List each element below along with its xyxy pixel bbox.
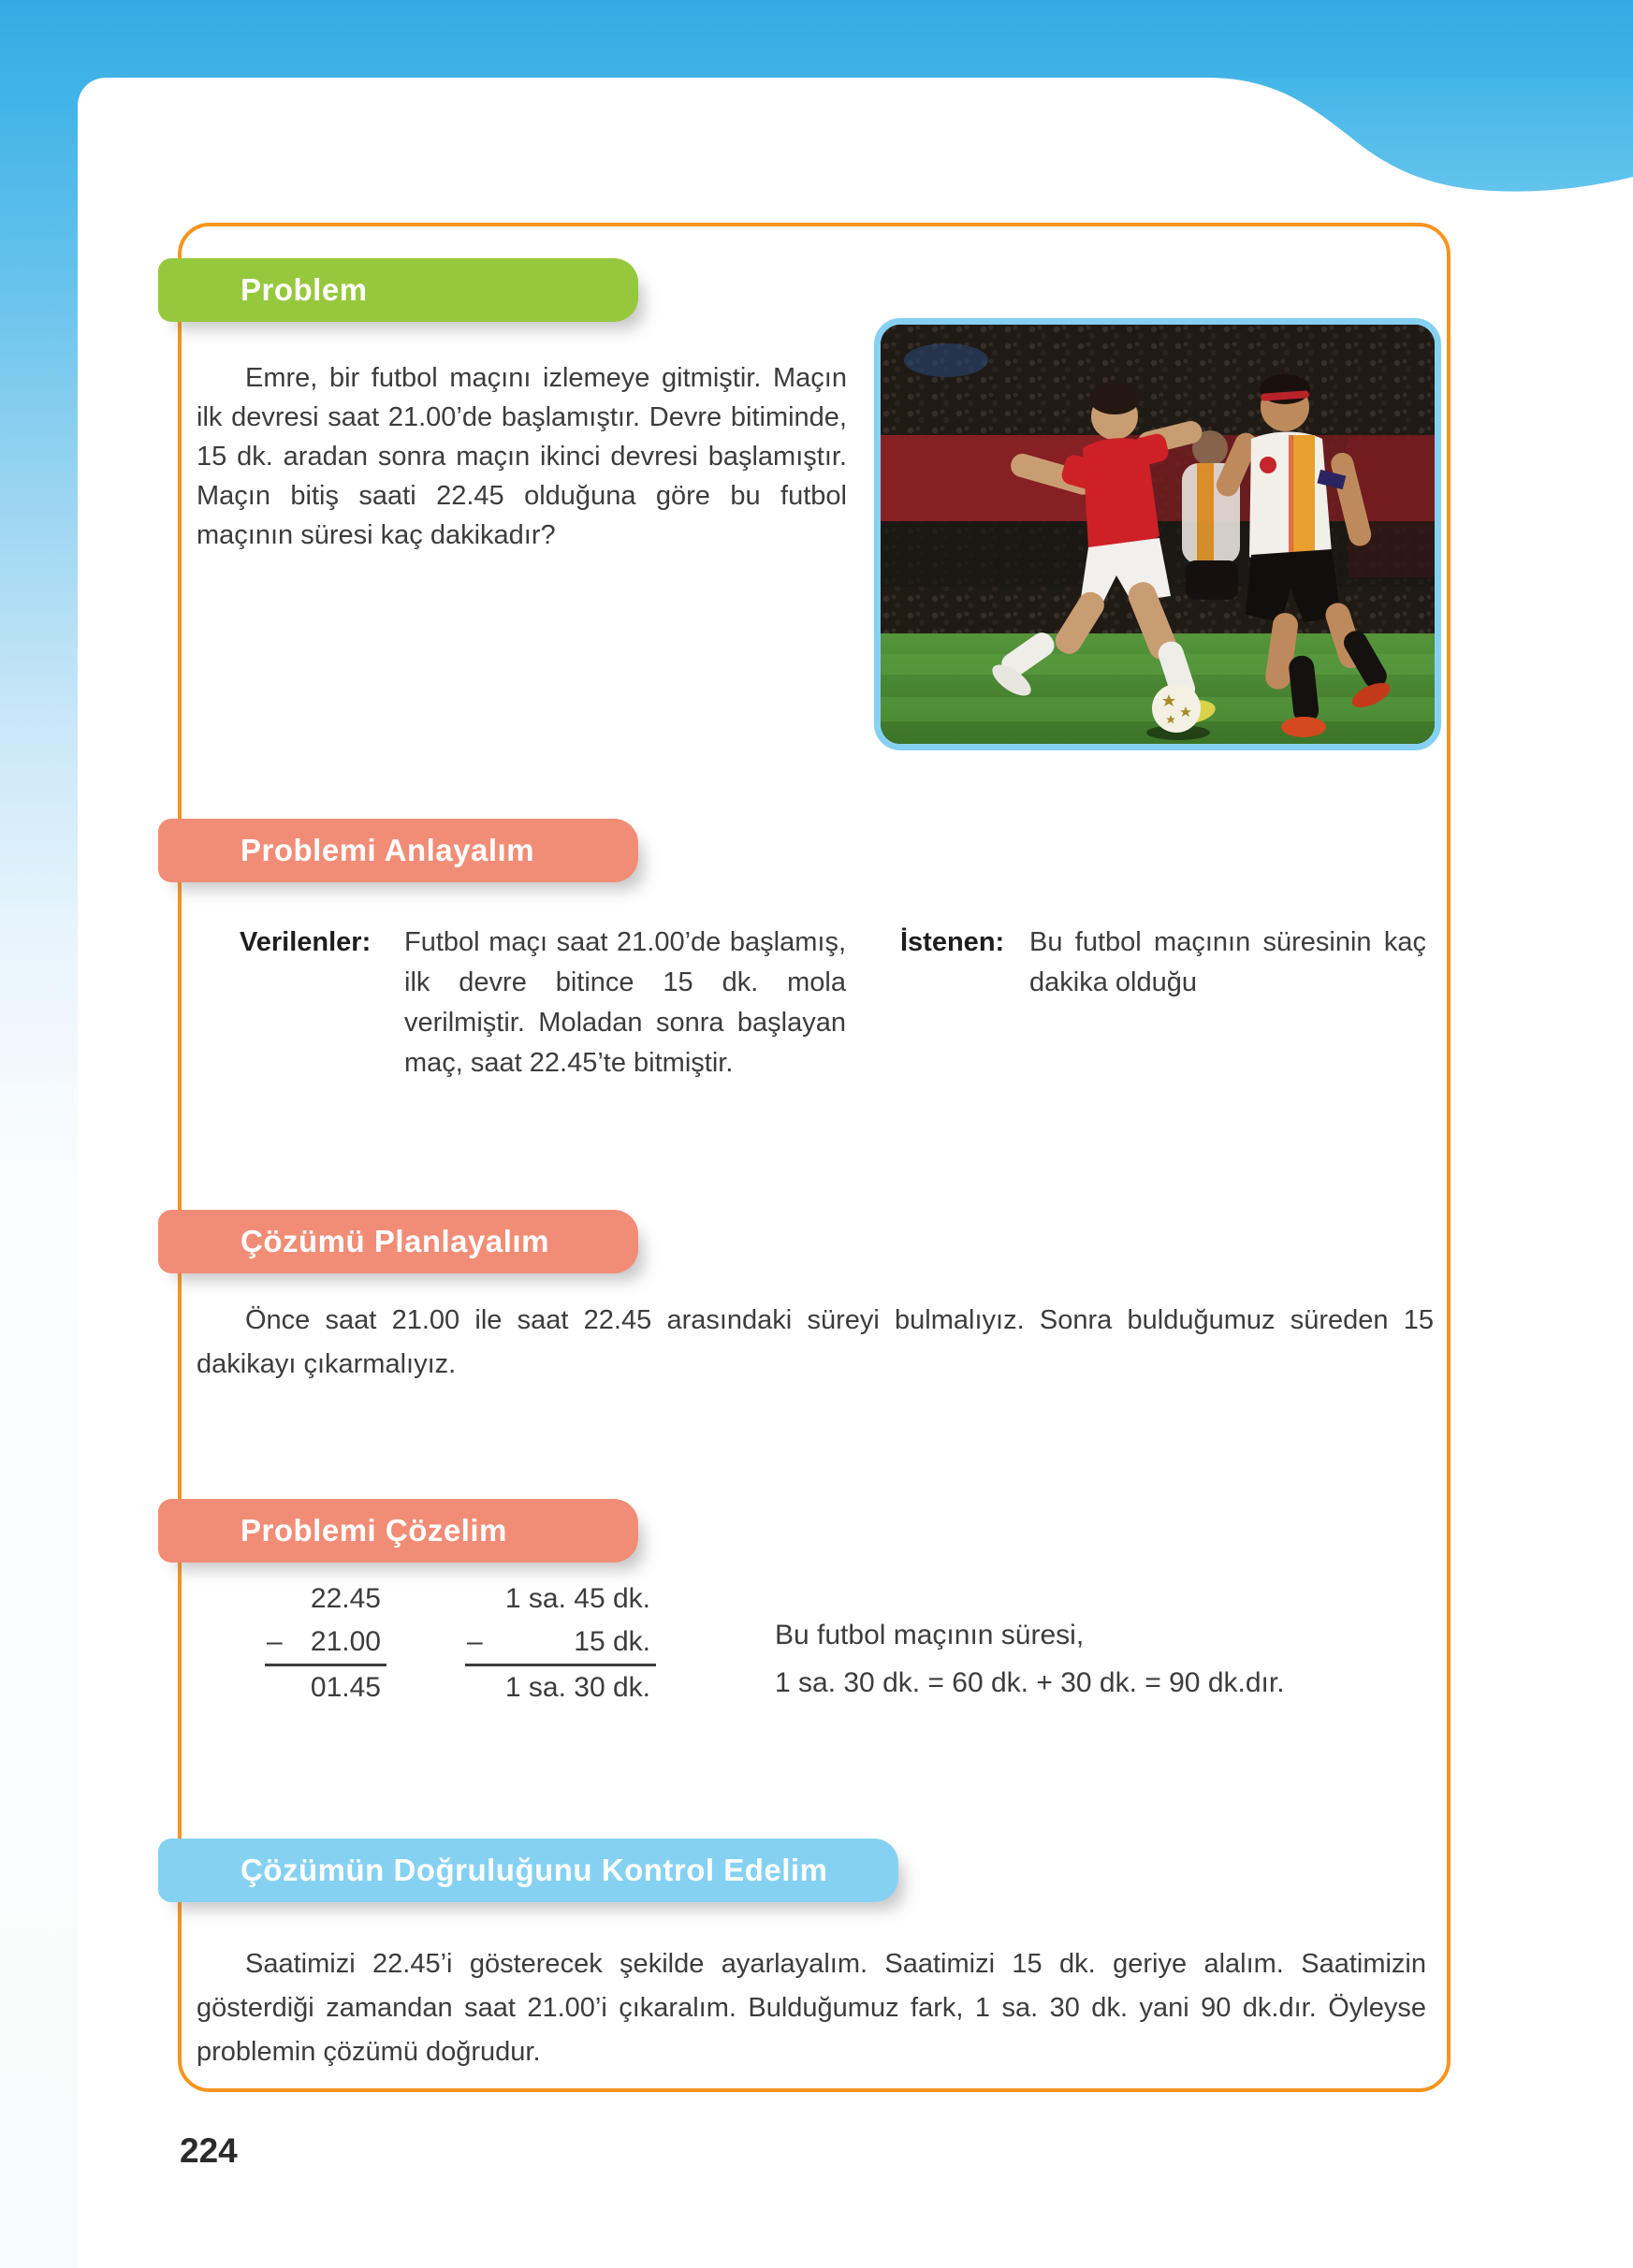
- badge-kontrol-edelim: Çözümün Doğruluğunu Kontrol Edelim: [158, 1839, 898, 1902]
- subtraction-time: [265, 1577, 386, 1709]
- plan-text: Önce saat 21.00 ile saat 22.45 arasındaki süreyi bulmalıyız. Sonra bulduğumuz süreden 15 dakikayı çıkarmalıyız.: [197, 1305, 1434, 1379]
- badge-problemi-cozelim: Problemi Çözelim: [158, 1499, 638, 1563]
- minus-sign: –: [267, 1626, 283, 1657]
- minus-sign: –: [467, 1626, 483, 1657]
- result-time: 01.45: [265, 1664, 386, 1709]
- minuend-time: 22.45: [310, 1583, 381, 1614]
- subtraction-duration: [465, 1577, 656, 1709]
- conclusion-line-2: 1 sa. 30 dk. = 60 dk. + 30 dk. = 90 dk.dır.: [775, 1667, 1285, 1698]
- badge-cozumu-planlayalim: Çözümü Planlayalım: [158, 1210, 638, 1273]
- given-label: Verilenler:: [240, 927, 372, 957]
- subtrahend-time-row: [265, 1621, 386, 1664]
- check-text: Saatimizi 22.45’i gösterecek şekilde ayarlayalım. Saatimizi 15 dk. geriye alalım. Saatimizin gösterdiği zamandan saat 21.00’i çıkaralım. Bulduğumuz fark, 1 sa. 30 dk. yani 90 dk.dır. Öyleyse problemin çözümü doğrudur.: [197, 1949, 1426, 2067]
- solution-conclusion: [775, 1611, 1430, 1707]
- football-photo: [874, 318, 1441, 750]
- page-number: 224: [180, 2131, 238, 2170]
- subtrahend-duration-row: [465, 1621, 656, 1664]
- given-text: Futbol maçı saat 21.00’de başlamış, ilk devre bitince 15 dk. mola verilmiştir. Moladan sonra başlayan maç, saat 22.45’te bitmiştir.: [404, 927, 846, 1078]
- badge-problemi-anlayalim: Problemi Anlayalım: [158, 819, 638, 882]
- badge-problem: Problem: [158, 258, 638, 322]
- result-duration: 1 sa. 30 dk.: [465, 1664, 656, 1709]
- conclusion-line-1: Bu futbol maçının süresi,: [775, 1620, 1085, 1650]
- header-swoosh-decoration: [1212, 78, 1633, 195]
- wanted-text: Bu futbol maçının süresinin kaç dakika olduğu: [1029, 927, 1426, 997]
- subtrahend-duration: 15 dk.: [574, 1626, 650, 1657]
- subtrahend-time: 21.00: [310, 1626, 381, 1657]
- football-photo-art: [881, 325, 1435, 744]
- minuend-duration: 1 sa. 45 dk.: [504, 1583, 650, 1614]
- wanted-label: İstenen:: [900, 927, 1005, 957]
- problem-statement: Emre, bir futbol maçını izlemeye gitmiştir. Maçın ilk devresi saat 21.00’de başlamıştır. Devre bitiminde, 15 dk. aradan sonra maçın ikinci devresi başlamıştır. Maçın bitiş saati 22.45 olduğuna göre bu futbol maçının süresi kaç dakikadır?: [197, 363, 847, 550]
